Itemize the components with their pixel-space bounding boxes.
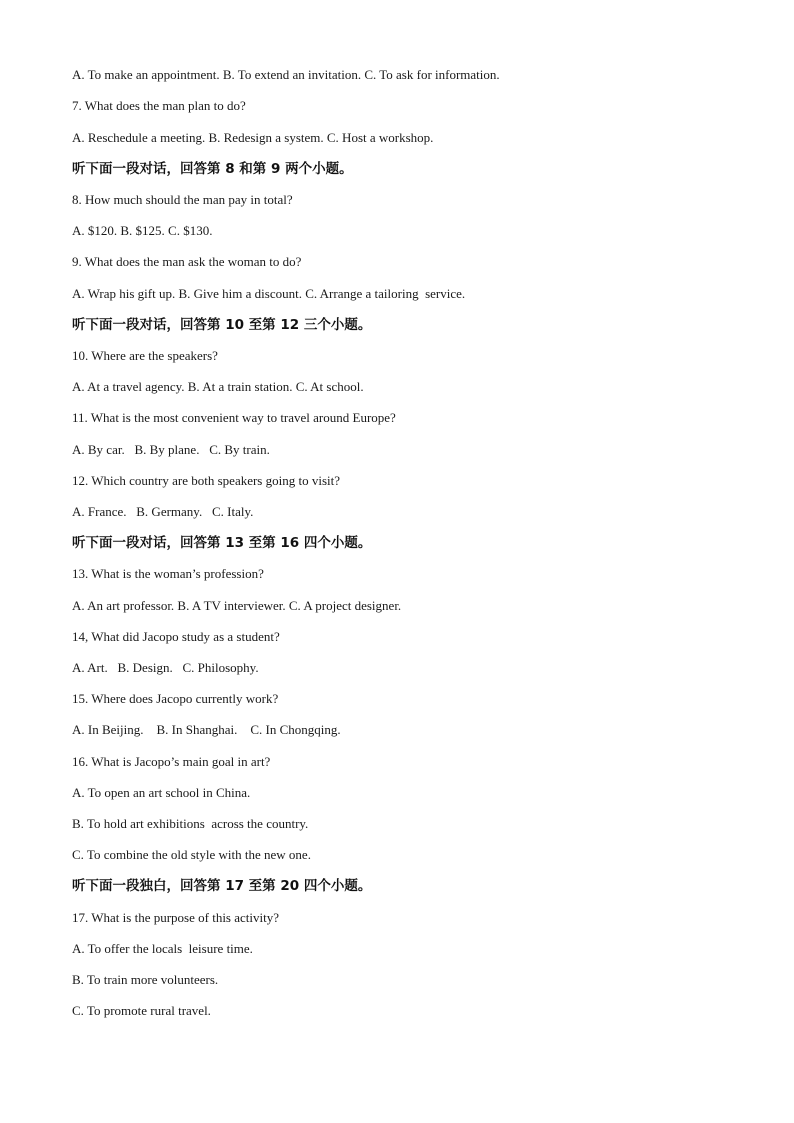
option-line-q7: A. Reschedule a meeting. B. Redesign a system. C. Host a workshop. (72, 130, 434, 145)
option-a-q16: A. To open an art school in China. (72, 785, 251, 800)
option-line-q14: A. Art. B. Design. C. Philosophy. (72, 660, 259, 675)
question-15: 15. Where does Jacopo currently work? (72, 691, 279, 706)
option-line-q6: A. To make an appointment. B. To extend an invitation. C. To ask for information. (72, 67, 500, 82)
section-heading-10-12: 听下面一段对话，回答第 10 至第 12 三个小题。 (72, 317, 372, 333)
option-c-q16: C. To combine the old style with the new one. (72, 847, 311, 862)
option-line-q11: A. By car. B. By plane. C. By train. (72, 442, 270, 457)
question-14: 14, What did Jacopo study as a student? (72, 629, 280, 644)
option-a-q17: A. To offer the locals leisure time. (72, 941, 253, 956)
option-line-q9: A. Wrap his gift up. B. Give him a discount. C. Arrange a tailoring service. (72, 286, 466, 301)
option-line-q13: A. An art professor. B. A TV interviewer. C. A project designer. (72, 598, 402, 613)
section-heading-8-9: 听下面一段对话，回答第 8 和第 9 两个小题。 (72, 161, 353, 177)
section-heading-17-20: 听下面一段独白，回答第 17 至第 20 四个小题。 (72, 878, 372, 894)
question-13: 13. What is the woman’s profession? (72, 566, 264, 581)
option-line-q12: A. France. B. Germany. C. Italy. (72, 504, 254, 519)
question-7: 7. What does the man plan to do? (72, 98, 246, 113)
question-16: 16. What is Jacopo’s main goal in art? (72, 754, 271, 769)
section-heading-13-16: 听下面一段对话，回答第 13 至第 16 四个小题。 (72, 535, 372, 551)
question-17: 17. What is the purpose of this activity? (72, 910, 279, 925)
option-line-q10: A. At a travel agency. B. At a train station. C. At school. (72, 379, 364, 394)
question-12: 12. Which country are both speakers going to visit? (72, 473, 341, 488)
question-9: 9. What does the man ask the woman to do? (72, 254, 302, 269)
question-8: 8. How much should the man pay in total? (72, 192, 293, 207)
option-line-q8: A. $120. B. $125. C. $130. (72, 223, 213, 238)
option-b-q16: B. To hold art exhibitions across the country. (72, 816, 309, 831)
option-b-q17: B. To train more volunteers. (72, 972, 219, 987)
option-line-q15: A. In Beijing. B. In Shanghai. C. In Chongqing. (72, 722, 341, 737)
question-11: 11. What is the most convenient way to travel around Europe? (72, 410, 396, 425)
option-c-q17: C. To promote rural travel. (72, 1003, 211, 1018)
question-10: 10. Where are the speakers? (72, 348, 218, 363)
